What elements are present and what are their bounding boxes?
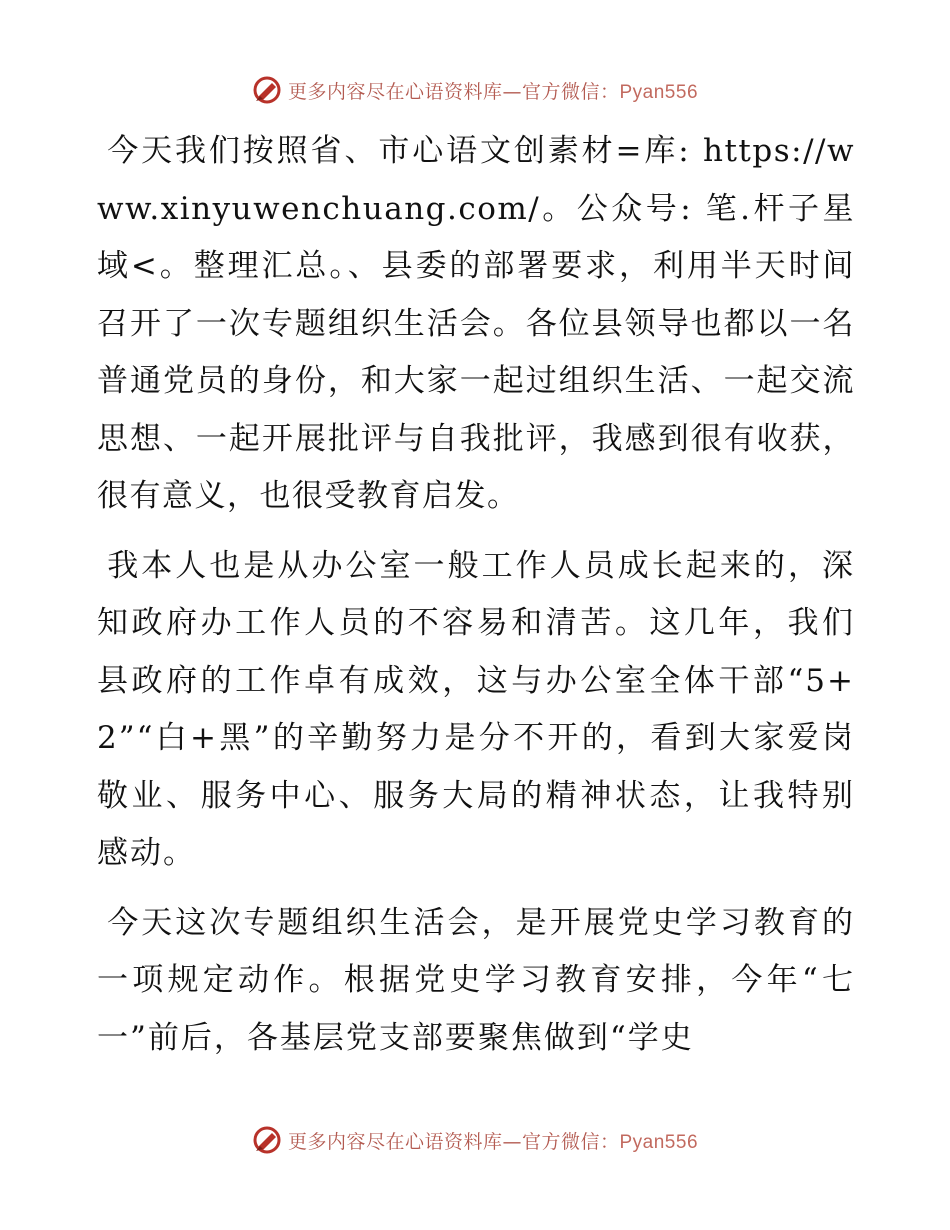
footer-banner-main: 更多内容尽在心语资料库 (287, 1130, 503, 1153)
paragraph-1: 今天我们按照省、市心语文创素材=库: https://www.xinyuwenchuang.com/。公众号: 笔.杆子星域<。整理汇总。、县委的部署要求，利用半天时间召开了一次专题组织生活会。各位县领导也都以一名普通党员的身份，和大家一起过组织生活、一起交流思想、一起开展批评与自我批评，我感到很有收获，很有意义，也很受教育启发。 (97, 133, 855, 514)
paragraph-2: 我本人也是从办公室一般工作人员成长起来的，深知政府办工作人员的不容易和清苦。这几年，我们县政府的工作卓有成效，这与办公室全体干部“5+2”“白+黑”的辛勤努力是分不开的，看到大家爱岗敬业、服务中心、服务大局的精神状态，让我特别感动。 (97, 547, 855, 871)
red-pen-circle-logo-icon (252, 1125, 282, 1155)
footer-banner-handle: Pyan556 (619, 1131, 699, 1153)
red-pen-circle-logo-icon (252, 75, 282, 105)
header-banner (0, 70, 950, 110)
header-banner-wechat: 官方微信： (521, 80, 620, 103)
header-banner-handle: Pyan556 (619, 81, 699, 103)
footer-banner-text (288, 1127, 698, 1154)
header-banner-main: 更多内容尽在心语资料库 (287, 80, 503, 103)
footer-banner-separator: — (502, 1130, 522, 1153)
header-banner-text (288, 77, 698, 104)
footer-banner (0, 1120, 950, 1160)
footer-banner-wechat: 官方微信： (521, 1130, 620, 1153)
header-banner-separator: — (502, 80, 522, 103)
document-body (97, 123, 855, 1079)
paragraph-3: 今天这次专题组织生活会，是开展党史学习教育的一项规定动作。根据党史学习教育安排，今年“七一”前后，各基层党支部要聚焦做到“学史 (97, 904, 855, 1056)
